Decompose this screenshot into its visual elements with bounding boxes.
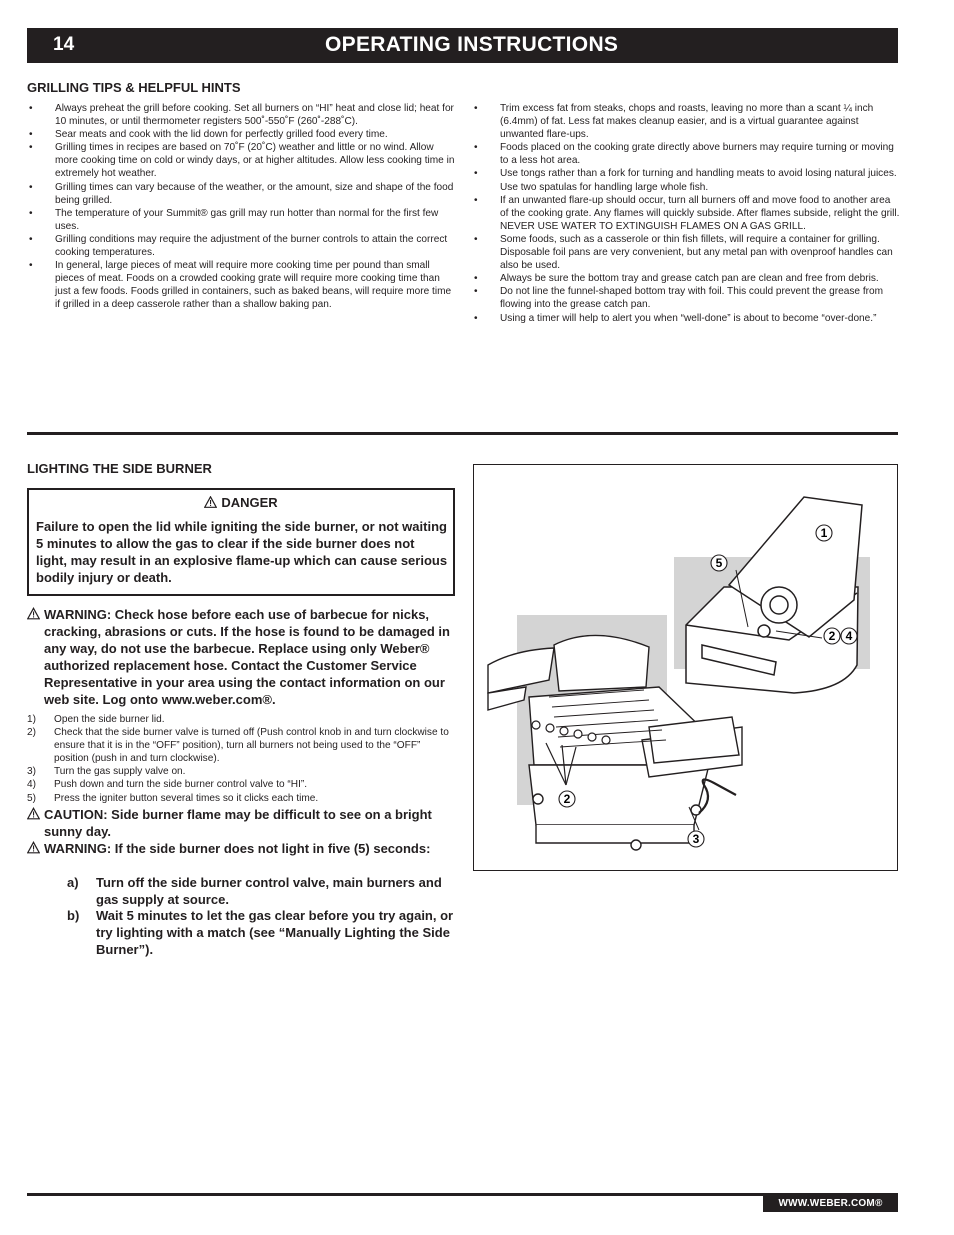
caution-note bbox=[27, 806, 455, 842]
tip-item: • The temperature of your Summit® gas grill may run hotter than normal for the first few uses. bbox=[27, 207, 457, 233]
tip-item: • Grilling times can vary because of the weather, or the amount, size and shape of the food being grilled. bbox=[27, 181, 457, 207]
substep-text: Turn off the side burner control valve, main burners and gas supply at source. bbox=[96, 875, 442, 907]
no-light-warning-text: WARNING: If the side burner does not light in five (5) seconds: bbox=[44, 841, 431, 856]
danger-box bbox=[27, 488, 455, 596]
callout-label: 4 bbox=[845, 629, 853, 643]
callout-label: 5 bbox=[715, 556, 723, 570]
section-divider bbox=[27, 432, 898, 435]
substep-a bbox=[67, 874, 457, 908]
step-item bbox=[27, 765, 457, 778]
page-number: 14 bbox=[53, 34, 75, 55]
step-text: Check that the side burner valve is turned off (Push control knob in and turn clockwise to ensure that it is in the “OFF” position), turn all burners not being used to the “OFF” position (push in and turn clockwise). bbox=[54, 727, 449, 765]
tip-item: • Always be sure the bottom tray and grease catch pan are clean and free from debris. bbox=[472, 272, 900, 285]
step-item bbox=[27, 778, 457, 791]
step-number: 5) bbox=[27, 792, 36, 804]
tip-item: • Use tongs rather than a fork for turning and handling meats to avoid losing natural juices. Use two spatulas for handling large whole fish. bbox=[472, 167, 900, 193]
callout-label: 2 bbox=[828, 629, 836, 643]
tip-item: • Always preheat the grill before cooking. Set all burners on “HI” heat and close lid; heat for 10 minutes, or until thermometer registers 500˚-550˚F (260˚-288˚C). bbox=[27, 102, 457, 128]
step-item bbox=[27, 792, 457, 805]
no-light-warning bbox=[27, 840, 455, 876]
tip-item: • Foods placed on the cooking grate directly above burners may require turning or moving to a less hot area. bbox=[472, 141, 900, 167]
danger-text: Failure to open the lid while igniting the side burner, or not waiting 5 minutes to allow the gas to clear if the side burner does not light, may result in an explosive flame-up which can cause serious bodily injury or death. bbox=[36, 519, 448, 585]
tip-item: • If an unwanted flare-up should occur, turn all burners off and move food to another area of the cooking grate. Any flames will quickly subside. After flames subside, relight the grill. NEVER USE WATER TO EXTINGUISH FLAMES ON A GAS GRILL. bbox=[472, 194, 900, 233]
tip-item: • In general, large pieces of meat will require more cooking time per pound than small pieces of meat. Foods on a crowded cooking grate will require more cooking time than just a few foods. Foods grilled in containers, such as baked beans, will require more time if grilled in a deep casserole rather than a shallow baking pan. bbox=[27, 259, 457, 311]
step-text: Turn the gas supply valve on. bbox=[54, 766, 186, 778]
tip-item: • Using a timer will help to alert you when “well-done” is about to become “over-done.” bbox=[472, 312, 900, 325]
substep-text: Wait 5 minutes to let the gas clear before you try again, or try lighting with a match (see “Manually Lighting the Side Burner”). bbox=[96, 908, 454, 957]
grilling-tips-heading: GRILLING TIPS & HELPFUL HINTS bbox=[27, 80, 241, 95]
danger-heading bbox=[29, 495, 453, 510]
warning-triangle-icon bbox=[27, 807, 40, 820]
callout-label: 2 bbox=[563, 792, 571, 806]
page-header bbox=[27, 28, 898, 63]
danger-label: DANGER bbox=[221, 495, 278, 510]
tip-item: • Some foods, such as a casserole or thin fish fillets, will require a container for grilling. Disposable foil pans are very convenient, but any metal pan with ovenproof handles can also be used. bbox=[472, 233, 900, 272]
callout-label: 3 bbox=[692, 832, 700, 846]
tip-item: • Sear meats and cook with the lid down for perfectly grilled food every time. bbox=[27, 128, 457, 141]
tip-item: • Grilling times in recipes are based on 70˚F (20˚C) weather and little or no wind. Allow more cooking time on cold or windy days, or at higher altitudes. Allow less cooking time in extremely hot weather. bbox=[27, 141, 457, 180]
step-text: Push down and turn the side burner control valve to “HI”. bbox=[54, 779, 308, 791]
tip-item: • Trim excess fat from steaks, chops and roasts, leaving no more than a scant ¼ inch (6.4mm) of fat. Less fat makes cleanup easier, and is a virtual guarantee against unwanted flare-ups. bbox=[472, 102, 900, 141]
warning-triangle-icon bbox=[27, 841, 40, 854]
tips-list-left bbox=[27, 102, 457, 312]
callout-label: 1 bbox=[820, 526, 828, 540]
substep-label: a) bbox=[67, 875, 79, 890]
step-number: 4) bbox=[27, 779, 36, 791]
tips-list-right bbox=[472, 102, 900, 325]
step-item bbox=[27, 713, 457, 726]
warning-triangle-icon bbox=[204, 496, 217, 508]
grill-illustration bbox=[474, 465, 897, 870]
side-burner-figure bbox=[473, 464, 898, 871]
step-item bbox=[27, 726, 457, 765]
caution-text: CAUTION: Side burner flame may be difficult to see on a bright sunny day. bbox=[44, 807, 432, 839]
step-number: 1) bbox=[27, 714, 36, 725]
substep-label: b) bbox=[67, 908, 80, 923]
hose-warning bbox=[27, 606, 455, 708]
hose-warning-text: WARNING: Check hose before each use of barbecue for nicks, cracking, abrasions or cuts. If the hose is found to be damaged in any way, do not use the barbecue. Replace using only Weber® authorized replacement hose. Contact the Customer Service Representative in your area using the contact information on our web site. Log onto www.weber.com®. bbox=[44, 607, 450, 707]
step-number: 2) bbox=[27, 727, 36, 739]
substep-b bbox=[67, 907, 457, 959]
page-title: OPERATING INSTRUCTIONS bbox=[325, 33, 619, 56]
step-number: 3) bbox=[27, 766, 36, 778]
step-text: Press the igniter button several times so it clicks each time. bbox=[54, 792, 319, 804]
tip-item: • Do not line the funnel-shaped bottom tray with foil. This could prevent the grease from flowing into the grease catch pan. bbox=[472, 285, 900, 311]
warning-triangle-icon bbox=[27, 607, 40, 620]
footer-url: WWW.WEBER.COM® bbox=[763, 1196, 898, 1212]
step-text: Open the side burner lid. bbox=[54, 714, 165, 725]
lighting-steps bbox=[27, 713, 457, 805]
tip-item: • Grilling conditions may require the adjustment of the burner controls to attain the correct cooking temperatures. bbox=[27, 233, 457, 259]
side-burner-heading: LIGHTING THE SIDE BURNER bbox=[27, 461, 212, 476]
